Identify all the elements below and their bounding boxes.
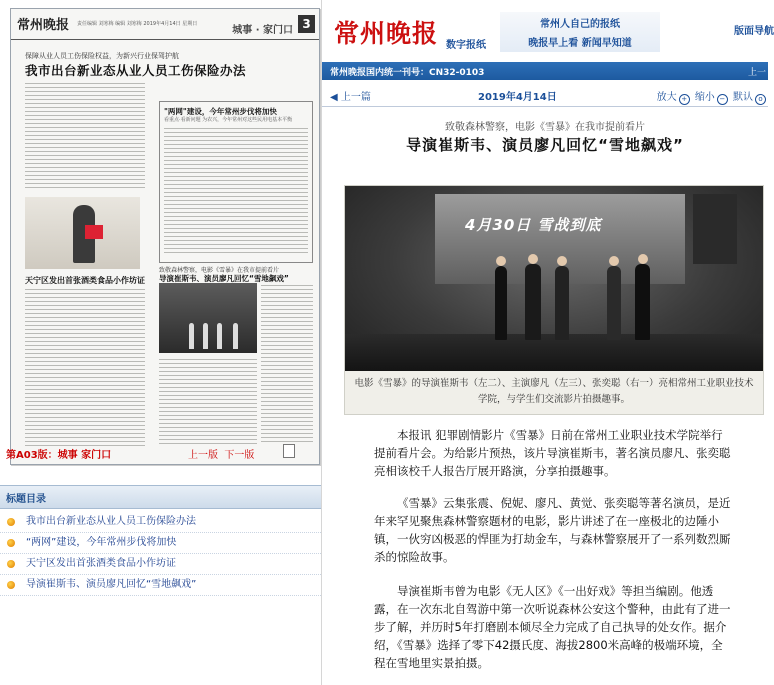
- prev-link-top[interactable]: 上一: [747, 68, 766, 78]
- article-nav-row: [322, 86, 768, 107]
- thumbnail-box-title: "两网"建设，今年常州步伐将加快: [164, 107, 277, 116]
- thumbnail-story3-title[interactable]: 天宁区发出首张酒类食品小作坊证: [25, 276, 145, 285]
- thumbnail-logo: 常州晚报: [17, 18, 70, 33]
- bullet-icon: [7, 539, 15, 547]
- thumbnail-box-text: [164, 128, 308, 258]
- thumbnail-kicker: 保障从业人员工伤保险权益，为新兴行业保驾护航: [25, 52, 179, 60]
- layout-nav-link[interactable]: 版面导航: [734, 26, 774, 37]
- poster-text: 4月30日 雪战到底: [465, 216, 602, 234]
- thumbnail-story2-text: [159, 359, 257, 447]
- slogan-line-2: 晚报早上看 新闻早知道: [528, 38, 632, 49]
- bullet-icon: [7, 560, 15, 568]
- photo-caption: 电影《雪暴》的导演崔斯韦（左二）、主演廖凡（左三）、张奕聪（右一）亮相常州工业职业技术学院，与学生们交流影片拍摄趣事。: [354, 378, 754, 405]
- thumbnail-section: 城事 · 家门口: [232, 25, 293, 36]
- article-paragraph-1: 本报讯 犯罪剧情影片《雪暴》日前在常州工业职业技术学院举行提前看片会。为给影片预热，该片导演崔斯韦，著名演员廖凡、张奕聪亮相该校千人报告厅展开路演，分享拍摄趣事。: [374, 428, 731, 478]
- toc-item[interactable]: “两网”建设，今年常州步伐将加快: [0, 533, 321, 554]
- toc-item[interactable]: 我市出台新业态从业人员工伤保险办法: [0, 512, 321, 533]
- thumbnail-text-column: [25, 83, 145, 193]
- zoom-controls: [657, 88, 768, 105]
- prev-page-link[interactable]: 上一版: [188, 450, 218, 461]
- toc-item[interactable]: 天宁区发出首张酒类食品小作坊证: [0, 554, 321, 575]
- toc-item[interactable]: 导演崔斯韦、演员廖凡回忆“雪地飙戏”: [0, 575, 321, 596]
- thumbnail-photo-stage: [159, 283, 257, 353]
- site-logo[interactable]: 常州晚报: [334, 19, 439, 48]
- thumbnail-story2-kicker: 致敬森林警察，电影《雪暴》在我市提前看片: [159, 267, 280, 274]
- left-panel: [0, 0, 321, 685]
- publication-date: 2019年4月14日: [478, 92, 557, 103]
- toc-list: [0, 512, 321, 596]
- zoom-in-icon: +: [679, 94, 690, 105]
- page-section-label: 第A03版：城事 家门口: [6, 450, 112, 461]
- thumbnail-story-box[interactable]: [159, 101, 313, 263]
- thumbnail-story2-side-text: [261, 285, 313, 445]
- prev-article-link[interactable]: ◀ 上一篇: [330, 92, 371, 103]
- toc-title: 标题目录: [6, 494, 46, 505]
- thumbnail-page-number: 3: [298, 15, 315, 33]
- article-paragraph-2: 《雪暴》云集张震、倪妮、廖凡、黄觉、张奕聪等著名演员，是近年来罕见聚焦森林警察题材的电影，影片讲述了在一座极北的边陲小镇，一伙穷凶极恶的悍匪为打劫金车，与森林警察展开了一系列数烈厮杀的惊险故事。: [374, 496, 731, 564]
- issn-bar: [322, 62, 768, 80]
- site-banner: [322, 0, 774, 62]
- article-paragraph-3: 导演崔斯韦曾为电影《无人区》《一出好戏》等担当编剧。他透露，在一次东北自驾游中第一次听说森林公安这个警种，由此有了进一步了解，并历时5年打磨剧本倾尽全力完成了自己执导的处女作。据介绍，《雪暴》选择了零下42摄氏度、海拔2800米高峰的极端环境，全程在雪地里实景拍摄。: [374, 584, 731, 670]
- thumbnail-title[interactable]: 我市出台新业态从业人员工伤保险办法: [25, 63, 247, 78]
- issn-text: 常州晚报国内统一刊号：CN32-0103: [330, 68, 485, 78]
- thumbnail-story2-title[interactable]: 导演崔斯韦、演员廖凡回忆“雪地飙戏”: [159, 274, 289, 283]
- article-headline: 导演崔斯韦、演员廖凡回忆“雪地飙戏”: [406, 136, 684, 154]
- article-kicker: 致敬森林警察，电影《雪暴》在我市提前看片: [445, 122, 645, 133]
- stage: [345, 334, 763, 371]
- thumbnail-masthead: [11, 9, 319, 40]
- thumbnail-date-line: 责任编辑 刘寒梅 编辑 刘寒梅 2019年4月14日 星期日: [77, 21, 198, 27]
- zoom-default-button[interactable]: 默认 o: [733, 92, 768, 103]
- next-page-link[interactable]: 下一版: [224, 450, 255, 461]
- zoom-out-button[interactable]: 缩小 −: [695, 92, 730, 103]
- zoom-in-button[interactable]: 放大 +: [657, 92, 692, 103]
- thumbnail-story3-text: [25, 289, 145, 449]
- thumbnail-box-sub: 看重点·看新问题 为农兴，今年常州对这些民用电基本平衡: [164, 117, 293, 123]
- slogan-box: [500, 12, 660, 52]
- zoom-reset-icon: o: [755, 94, 766, 105]
- article-panel: [321, 0, 774, 685]
- page-nav: [188, 446, 254, 461]
- site-logo-sub: 数字报纸: [446, 40, 486, 51]
- pdf-icon[interactable]: [283, 444, 295, 458]
- article-photo: [345, 186, 763, 371]
- bullet-icon: [7, 518, 15, 526]
- zoom-out-icon: −: [717, 94, 728, 105]
- article-photo-block: [344, 185, 764, 415]
- slogan-line-1: 常州人自己的报纸: [540, 19, 620, 30]
- toc-header: [0, 485, 321, 509]
- thumbnail-photo-certificate: [25, 197, 140, 269]
- bullet-icon: [7, 581, 15, 589]
- newspaper-page-thumbnail[interactable]: [10, 8, 320, 465]
